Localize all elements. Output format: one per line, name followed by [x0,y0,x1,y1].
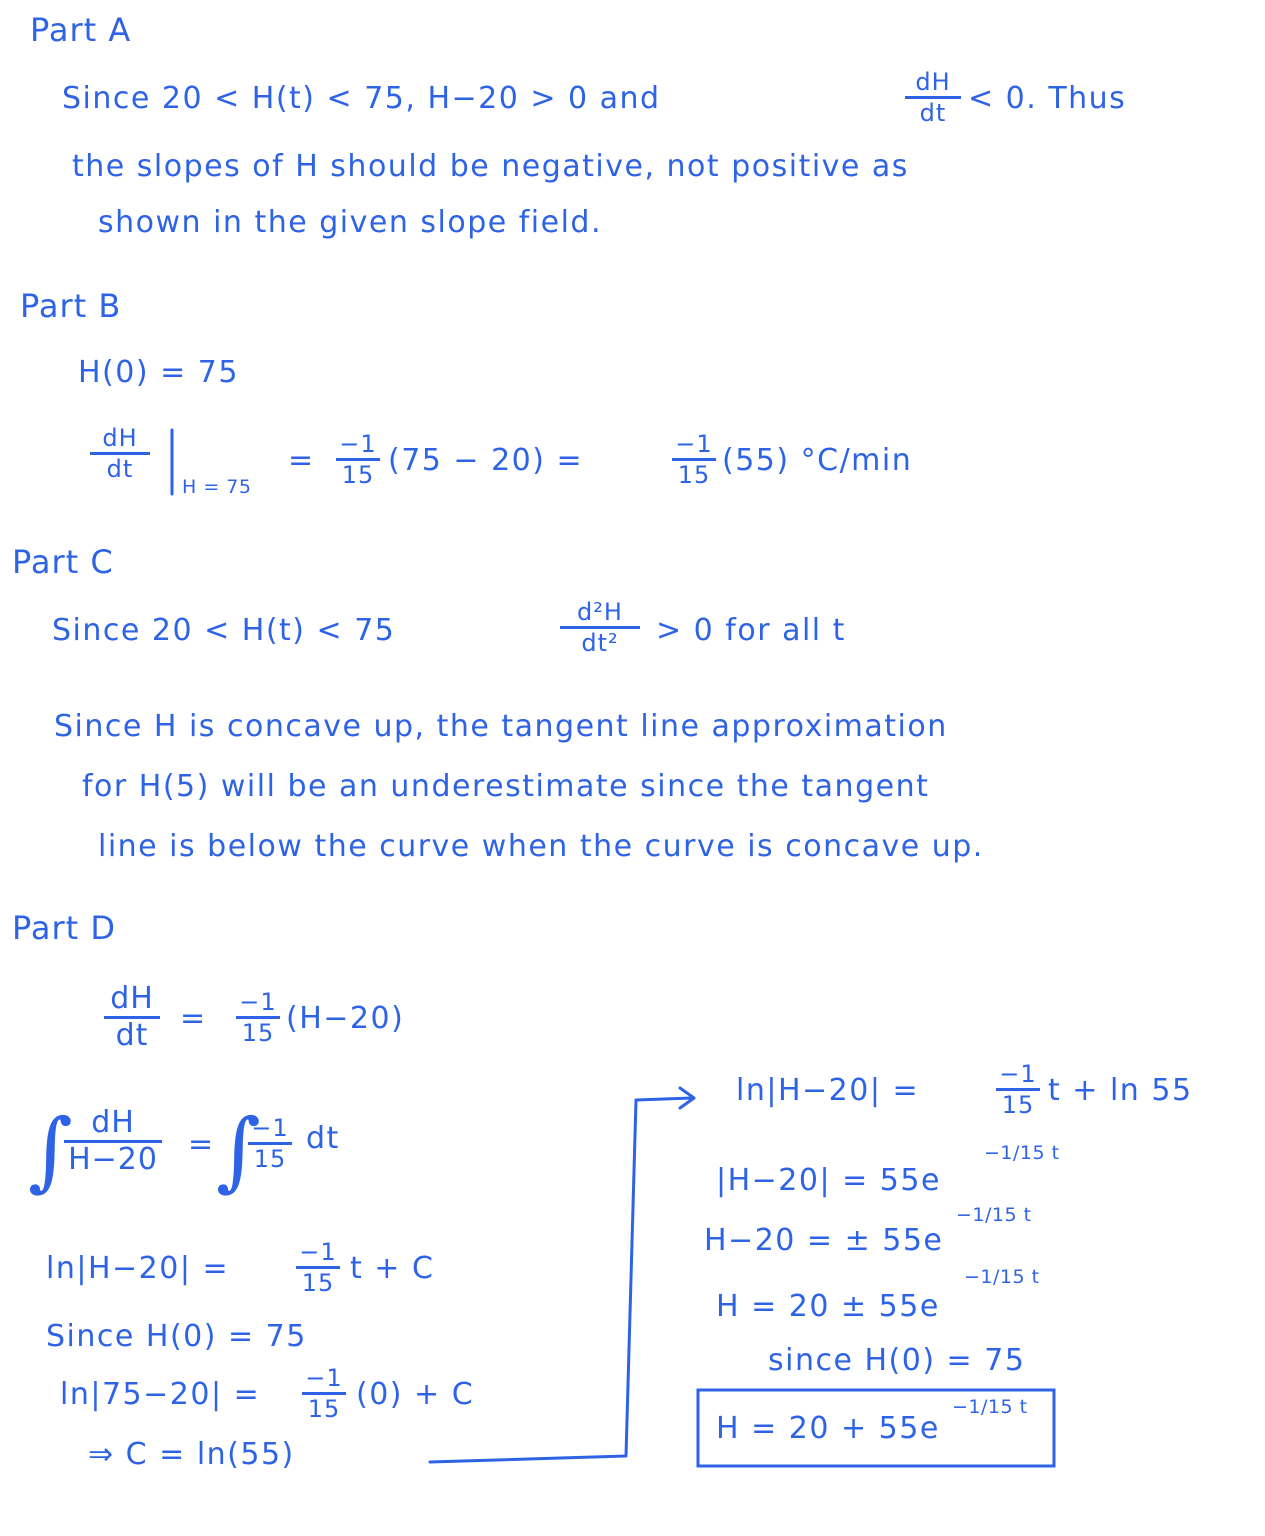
part-c-line3: for H(5) will be an underestimate since the tangent [82,769,930,804]
plusminus-step-1-exponent: −1/15 t [956,1204,1032,1226]
part-a-line1: Since 20 < H(t) < 75, H−20 > 0 and [62,81,661,116]
part-c-line1-end: > 0 for all t [656,613,846,648]
part-c-line2: Since H is concave up, the tangent line approximation [54,709,948,744]
numerator: dH [915,68,951,96]
integral-right-fraction: −1 15 [248,1116,292,1171]
part-d-fraction-1: −1 15 [236,990,280,1045]
integral-left-fraction: dH H−20 [64,1108,162,1175]
right-ln-fraction: −1 15 [996,1062,1040,1117]
integral-sign-right: ∫ [216,1101,261,1201]
ln-step-2-fraction: −1 15 [302,1366,346,1421]
part-c-second-derivative: d²H dt² [560,600,640,655]
abs-step: |H−20| = 55e [716,1163,941,1198]
since-initial-1: Since H(0) = 75 [46,1319,307,1354]
ln-step-2-end: (0) + C [356,1377,475,1412]
part-b-paren-2: (55) °C/min [722,443,913,478]
part-d-heading: Part D [12,909,116,947]
constant-result: ⇒ C = ln(55) [88,1437,295,1472]
part-d-dhdt-fraction: dH dt [104,984,160,1051]
integral-sign-left: ∫ [28,1101,73,1201]
part-d-equals: = [180,1001,207,1036]
ln-step-1: ln|H−20| = [46,1251,230,1286]
part-d-rhs-1: (H−20) [286,1001,405,1036]
arrow-head [680,1088,694,1108]
integral-right-dt: dt [306,1121,340,1156]
plusminus-step-2-exponent: −1/15 t [964,1266,1040,1288]
part-b-heading: Part B [20,287,122,325]
right-ln-step-end: t + ln 55 [1048,1073,1193,1108]
part-a-heading: Part A [30,11,132,49]
part-c-line1: Since 20 < H(t) < 75 [52,613,396,648]
part-c-heading: Part C [12,543,114,581]
part-a-line3: shown in the given slope field. [98,205,602,240]
part-b-fraction-1: −1 15 [336,432,380,487]
final-answer: H = 20 + 55e [716,1411,940,1446]
ln-step-2: ln|75−20| = [60,1377,261,1412]
plusminus-step-1: H−20 = ± 55e [704,1223,944,1258]
part-b-dhdt-fraction: dH dt [90,426,150,481]
integral-equals: = [188,1127,215,1162]
part-b-paren-1: (75 − 20) = [388,443,584,478]
denominator: dt [919,99,947,127]
part-c-line4: line is below the curve when the curve is concave up. [98,829,984,864]
part-a-line1-end: < 0. Thus [968,81,1127,116]
ln-step-1-end: t + C [350,1251,435,1286]
ln-step-1-fraction: −1 15 [296,1240,340,1295]
part-b-equals: = [288,443,315,478]
plusminus-step-2: H = 20 ± 55e [716,1289,940,1324]
abs-step-exponent: −1/15 t [984,1142,1060,1164]
part-b-line1: H(0) = 75 [78,355,239,390]
right-ln-step: ln|H−20| = [736,1073,920,1108]
part-a-dhdt-fraction [905,70,961,125]
part-b-evaluation-subscript: H = 75 [182,476,252,498]
part-a-line2: the slopes of H should be negative, not positive as [72,149,909,184]
since-initial-2: since H(0) = 75 [768,1343,1026,1378]
final-answer-exponent: −1/15 t [952,1396,1028,1418]
part-b-fraction-2: −1 15 [672,432,716,487]
